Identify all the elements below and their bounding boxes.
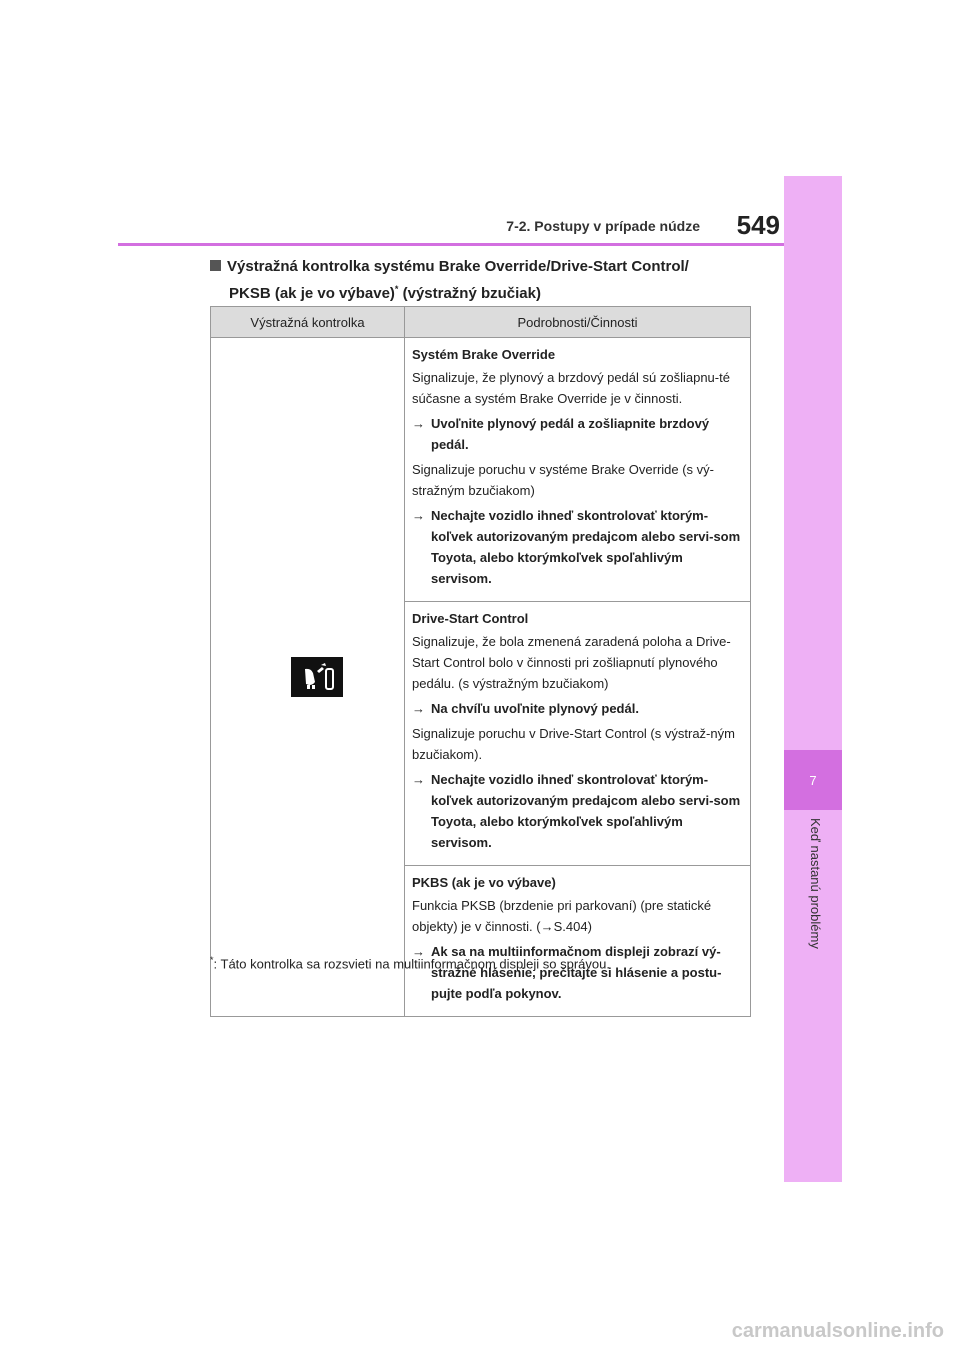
column-header-details: Podrobnosti/Činnosti <box>405 307 751 338</box>
entry-drive-start-control <box>405 601 750 865</box>
entry-description: Signalizuje poruchu v systéme Brake Override (s vý-stražným bzučiakom) <box>412 462 715 498</box>
entry-brake-override <box>405 338 750 601</box>
details-cell <box>405 338 751 1017</box>
entry-title: Drive-Start Control <box>412 611 529 626</box>
entry-description: Signalizuje, že bola zmenená zaradená poloha a Drive-Start Control bolo v činnosti pri zošliapnutí plynového pedálu. (s výstražným bzučiakom) <box>412 634 731 691</box>
footnote-mark: * <box>210 955 214 965</box>
action-text: Na chvíľu uvoľnite plynový pedál. <box>431 701 639 716</box>
heading-line2 <box>210 278 770 305</box>
section-title: 7-2. Postupy v prípade núdze <box>506 218 700 234</box>
action-text: Nechajte vozidlo ihneď skontrolovať ktorým-koľvek autorizovaným predajcom alebo servi-som Toyota, alebo ktorýmkoľvek spoľahlivým servisom. <box>431 772 741 850</box>
action-text: Ak sa na multiinformačnom displeji zobrazí vý-stražné hlásenie, prečítajte si hlásenie a postu-pujte podľa pokynov. <box>431 944 722 1001</box>
footnote <box>210 955 770 971</box>
entry-action <box>412 698 744 719</box>
entry-action <box>412 769 744 853</box>
entry-action <box>412 505 744 589</box>
entry-action <box>412 941 744 1004</box>
entry-description: Signalizuje, že plynový a brzdový pedál sú zošliapnu-té súčasne a systém Brake Override je v činnosti. <box>412 370 730 406</box>
warning-lamp-table <box>210 306 751 1017</box>
action-text: Nechajte vozidlo ihneď skontrolovať ktorým-koľvek autorizovaným predajcom alebo servi-som Toyota, alebo ktorýmkoľvek spoľahlivým servisom. <box>431 508 741 586</box>
square-bullet-icon <box>210 260 221 271</box>
heading-line1: Výstražná kontrolka systému Brake Override/Drive-Start Control/ <box>227 258 689 275</box>
entry-description: Funkcia PKSB (brzdenie pri parkovaní) (pre statické objekty) je v činnosti. (→S.404) <box>412 898 712 934</box>
header-divider <box>118 243 784 246</box>
heading-line2-suffix: (výstražný bzučiak) <box>398 285 541 302</box>
arrow-right-icon: → <box>412 772 425 787</box>
arrow-right-icon: → <box>412 701 425 716</box>
lamp-cell <box>211 338 405 1017</box>
chapter-side-tab <box>784 176 842 1182</box>
arrow-right-icon: → <box>412 416 425 431</box>
entry-pksb <box>405 865 750 1016</box>
column-header-lamp: Výstražná kontrolka <box>211 307 405 338</box>
entry-description: Signalizuje poruchu v Drive-Start Control (s výstraž-ným bzučiakom). <box>412 726 735 762</box>
watermark: carmanualsonline.info <box>731 1320 944 1342</box>
brake-override-warning-lamp-icon <box>291 657 343 697</box>
arrow-right-icon: → <box>412 944 425 959</box>
entry-title: PKBS (ak je vo výbave) <box>412 875 556 890</box>
entry-action <box>412 413 744 455</box>
section-heading <box>210 256 770 305</box>
entry-title: Systém Brake Override <box>412 347 556 362</box>
action-text: Uvoľnite plynový pedál a zošliapnite brzdový pedál. <box>431 416 710 452</box>
table-row <box>211 338 751 1017</box>
footnote-text: : Táto kontrolka sa rozsvieti na multiinformačnom displeji so správou. <box>213 956 610 972</box>
footnote-marker: * <box>394 284 399 294</box>
page-number: 549 <box>736 210 780 240</box>
heading-line2-text: PKSB (ak je vo výbave) <box>229 285 395 302</box>
table-header-row <box>211 307 751 338</box>
chapter-number[interactable]: 7 <box>784 750 842 810</box>
chapter-title: Keď nastanú problémy <box>808 818 823 949</box>
arrow-right-icon: → <box>412 508 425 523</box>
